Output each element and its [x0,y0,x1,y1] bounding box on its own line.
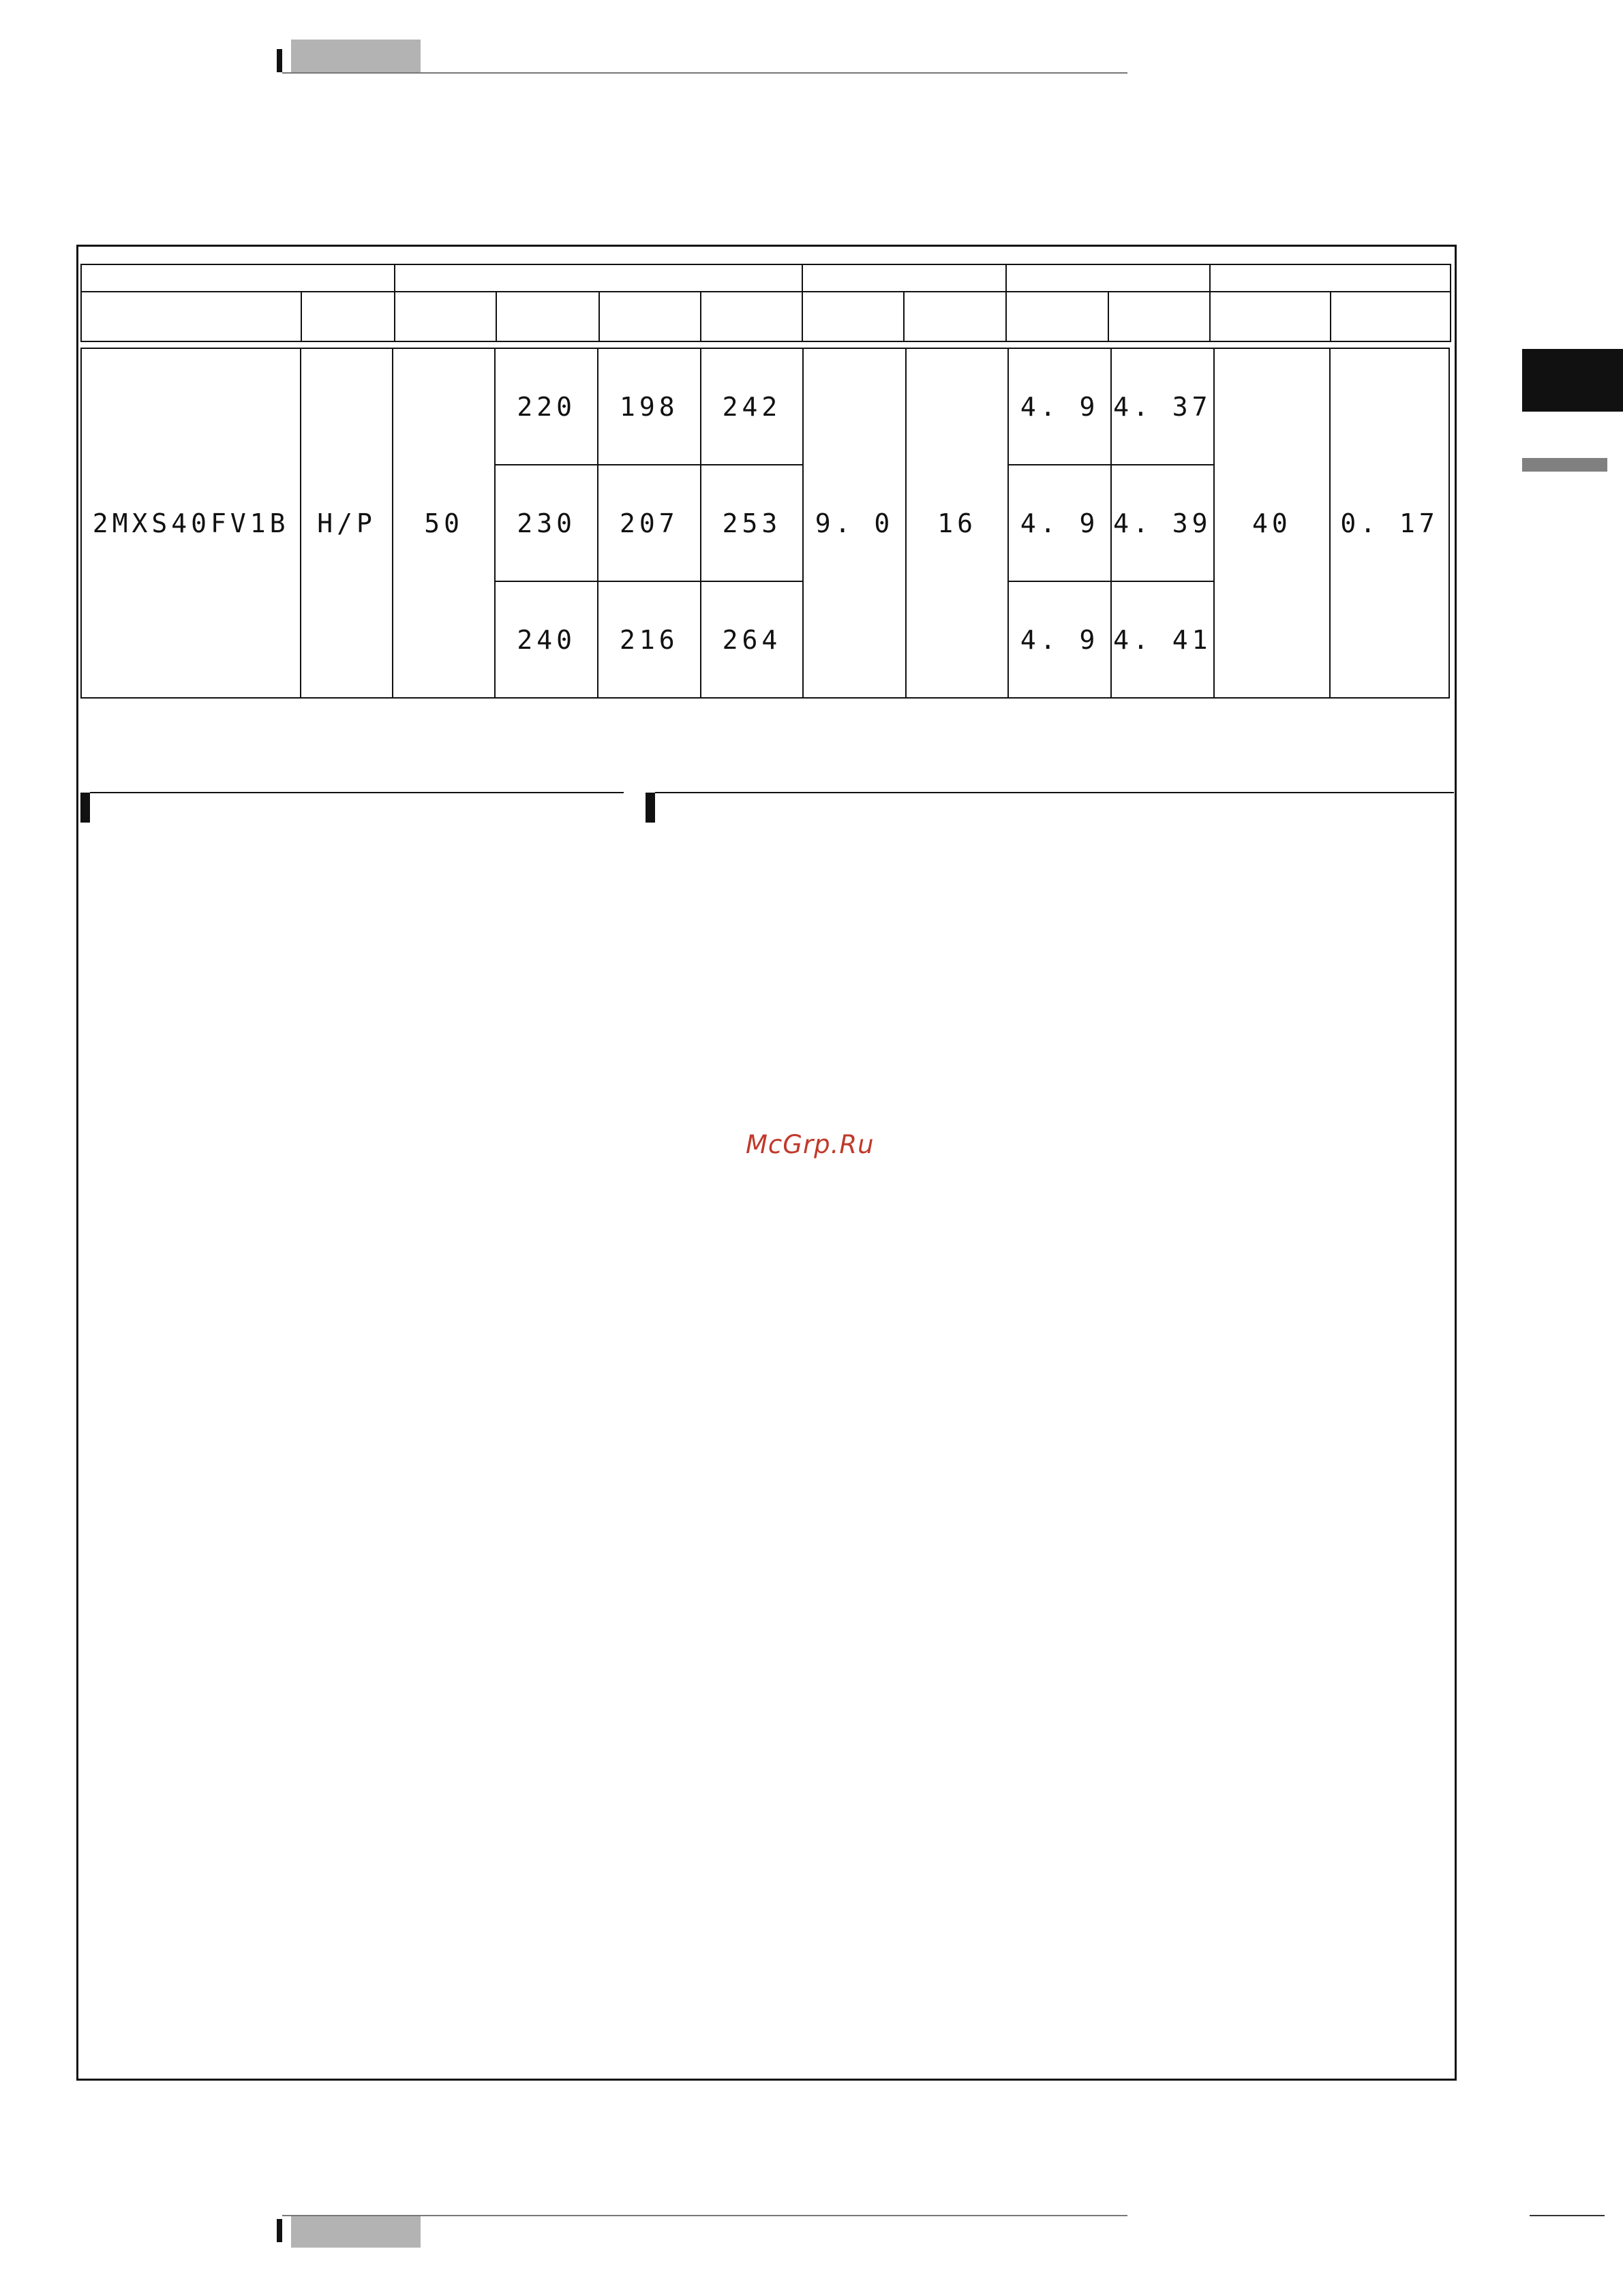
current-b-cell: 4. 37 [1111,348,1214,465]
footer-marker [277,2219,282,2242]
header-cell [599,292,701,341]
current-a-cell: 4. 9 [1008,348,1111,465]
voltage-max-cell: 264 [701,581,804,698]
header-group-breaker [802,264,1006,292]
current-a-cell: 4. 9 [1008,465,1111,581]
chapter-tab-indicator [1522,458,1607,472]
header-cell [701,292,802,341]
voltage-min-cell: 198 [598,348,701,465]
header-cell [904,292,1005,341]
header-cell [496,292,598,341]
header-cell [802,292,904,341]
voltage-max-cell: 242 [701,348,804,465]
header-tab [291,40,421,72]
breaker-a-cell: 9. 0 [803,348,906,698]
frequency-cell: 50 [393,348,496,698]
section-rule-right [655,792,1454,793]
current-a-cell: 4. 9 [1008,581,1111,698]
voltage-cell: 230 [495,465,598,581]
breaker-b-cell: 16 [906,348,1009,698]
header-group-power [395,264,802,292]
chapter-tab [1522,349,1623,412]
header-cell [1108,292,1210,341]
header-marker [277,49,282,72]
voltage-cell: 220 [495,348,598,465]
header-group-motor [1210,264,1451,292]
page-number-rule [1530,2215,1605,2216]
section-marker-right [646,793,655,823]
section-rule-left [90,792,624,793]
watermark-text: McGrp.Ru [746,1130,875,1159]
header-cell [1331,292,1451,341]
motor-a-cell: 40 [1214,348,1331,698]
voltage-min-cell: 207 [598,465,701,581]
current-b-cell: 4. 39 [1111,465,1214,581]
voltage-max-cell: 253 [701,465,804,581]
header-cell [1210,292,1330,341]
header-group-unit [81,264,395,292]
model-cell: 2MXS40FV1B [81,348,301,698]
header-cell [395,292,496,341]
mode-cell: H/P [301,348,393,698]
header-cell [301,292,395,341]
current-b-cell: 4. 41 [1111,581,1214,698]
motor-b-cell: 0. 17 [1330,348,1449,698]
header-cell [81,292,301,341]
spec-header-table [80,264,1451,342]
footer-tab [291,2215,421,2248]
header-group-current [1006,264,1211,292]
footer-rule [282,2215,1127,2216]
voltage-min-cell: 216 [598,581,701,698]
header-cell [1006,292,1108,341]
voltage-cell: 240 [495,581,598,698]
section-marker-left [80,793,90,823]
header-rule [282,72,1127,74]
spec-data-table [80,348,1450,699]
